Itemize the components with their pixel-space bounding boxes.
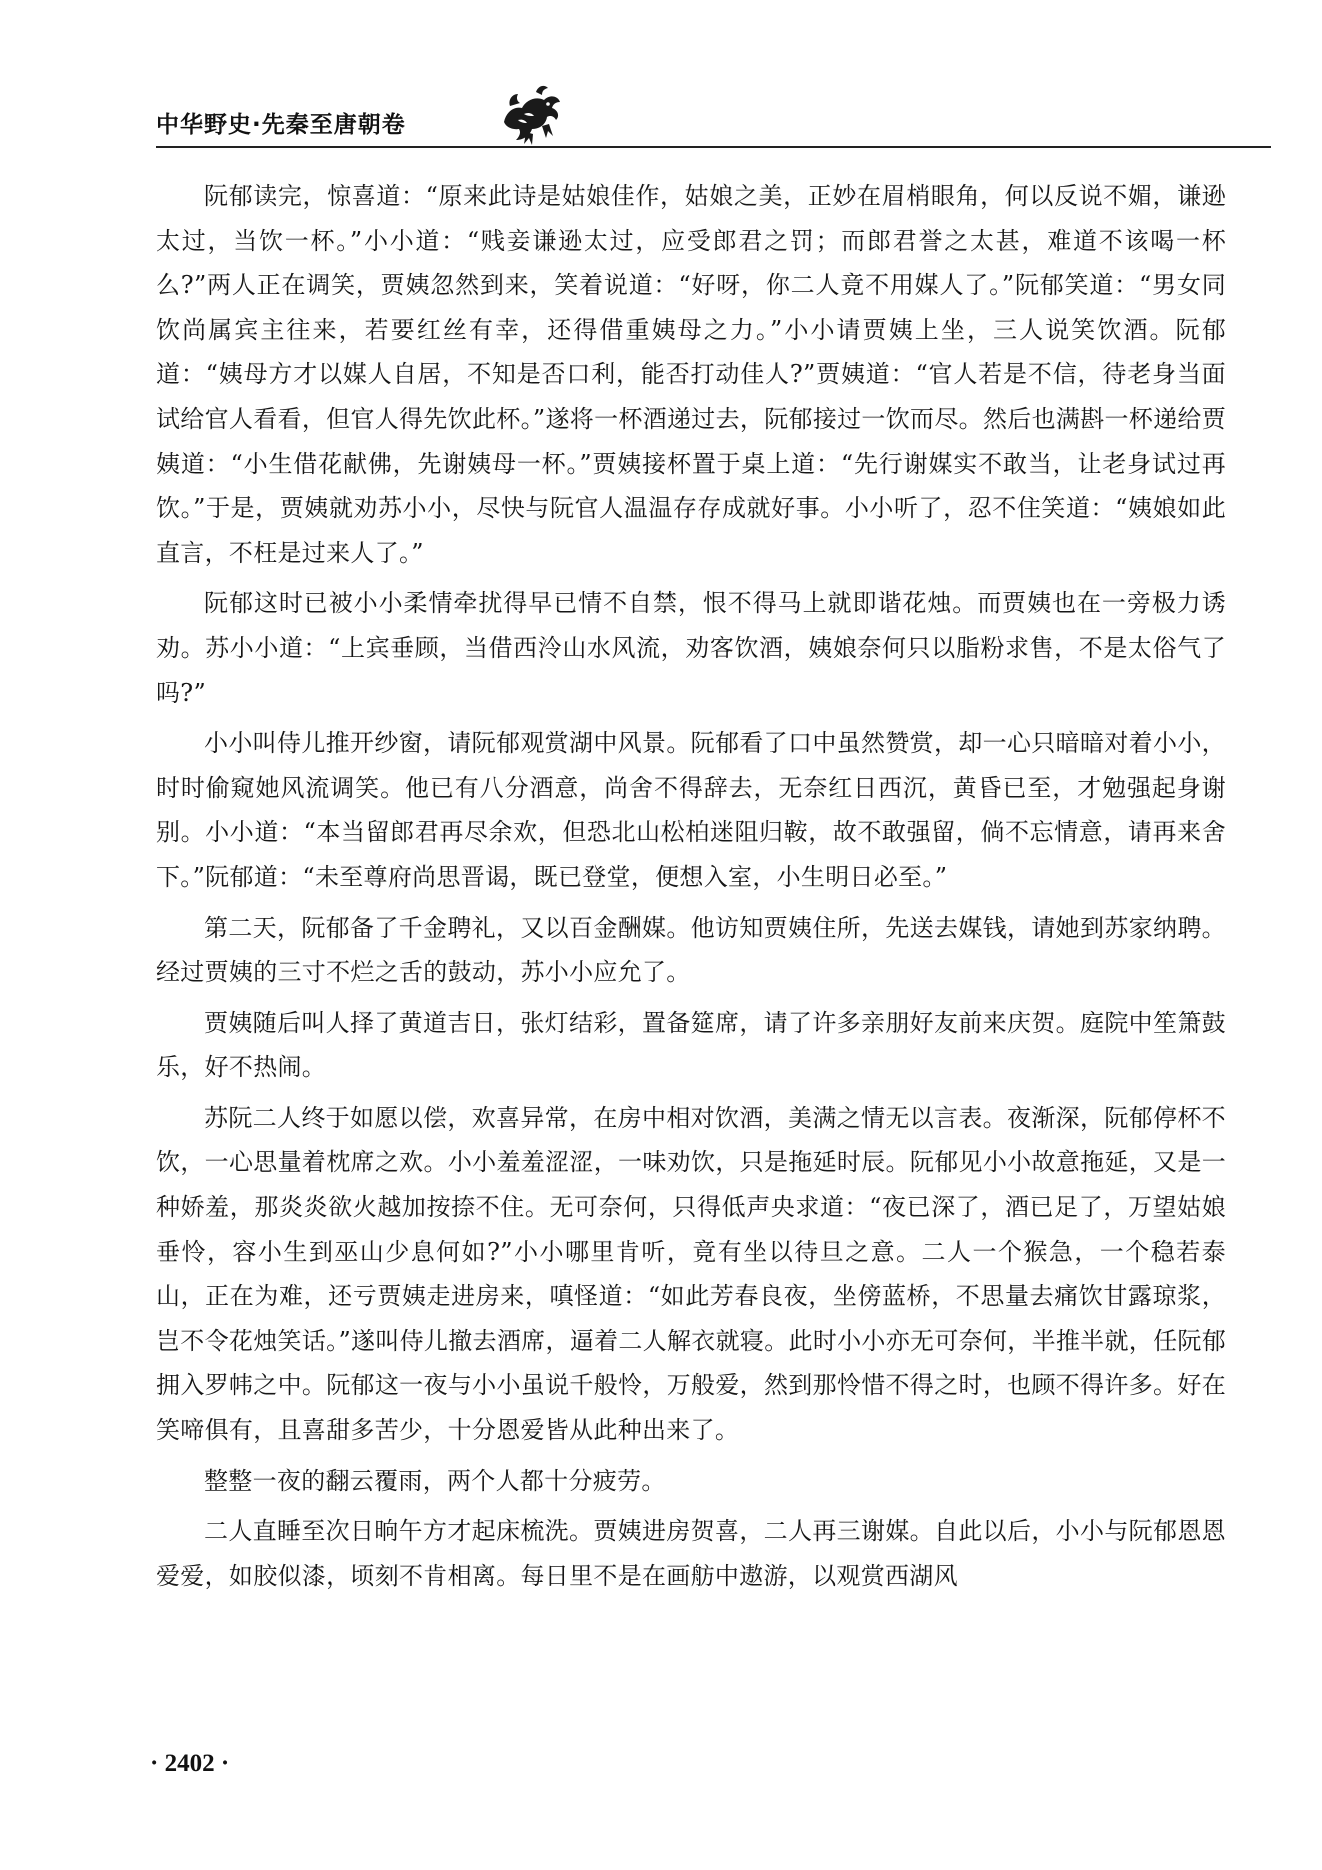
paragraph: 二人直睡至次日晌午方才起床梳洗。贾姨进房贺喜，二人再三谢媒。自此以后，小小与阮郁恩恩爱爱，如胶似漆，顷刻不肯相离。每日里不是在画舫中遨游，以观赏西湖风	[156, 1517, 1226, 1590]
dragon-emblem-icon	[496, 82, 566, 148]
paragraph: 第二天，阮郁备了千金聘礼，又以百金酬媒。他访知贾姨住所，先送去媒钱，请她到苏家纳聘。经过贾姨的三寸不烂之舌的鼓动，苏小小应允了。	[156, 913, 1226, 987]
paragraph: 阮郁这时已被小小柔情牵扰得早已情不自禁，恨不得马上就即谐花烛。而贾姨也在一旁极力诱劝。苏小小道：“上宾垂顾，当借西泠山水风流，劝客饮酒，姨娘奈何只以脂粉求售，不是太俗气了吗?”	[156, 589, 1226, 707]
paragraph: 贾姨随后叫人择了黄道吉日，张灯结彩，置备筵席，请了许多亲朋好友前来庆贺。庭院中笙箫鼓乐，好不热闹。	[156, 1008, 1226, 1082]
paragraph: 小小叫侍儿推开纱窗，请阮郁观赏湖中风景。阮郁看了口中虽然赞赏，却一心只暗暗对着小小，时时偷窥她风流调笑。他已有八分酒意，尚舍不得辞去，无奈红日西沉，黄昏已至，才勉强起身谢别。小小道：“本当留郎君再尽余欢，但恐北山松柏迷阻归鞍，故不敢强留，倘不忘情意，请再来舍下。”阮郁道：“未至尊府尚思晋谒，既已登堂，便想入室，小生明日必至。”	[156, 729, 1226, 891]
body-text	[156, 174, 1226, 1604]
book-title: 中华野史·先秦至唐朝卷	[156, 112, 406, 138]
paragraph: 阮郁读完，惊喜道：“原来此诗是姑娘佳作，姑娘之美，正妙在眉梢眼角，何以反说不媚，谦逊太过，当饮一杯。”小小道：“贱妾谦逊太过，应受郎君之罚；而郎君誉之太甚，难道不该喝一杯么?”两人正在调笑，贾姨忽然到来，笑着说道：“好呀，你二人竟不用媒人了。”阮郁笑道：“男女同饮尚属宾主往来，若要红丝有幸，还得借重姨母之力。”小小请贾姨上坐，三人说笑饮酒。阮郁道：“姨母方才以媒人自居，不知是否口利，能否打动佳人?”贾姨道：“官人若是不信，待老身当面试给官人看看，但官人得先饮此杯。”遂将一杯酒递过去，阮郁接过一饮而尽。然后也满斟一杯递给贾姨道：“小生借花献佛，先谢姨母一杯。”贾姨接杯置于桌上道：“先行谢媒实不敢当，让老身试过再饮。”于是，贾姨就劝苏小小，尽快与阮官人温温存存成就好事。小小听了，忍不住笑道：“姨娘如此直言，不枉是过来人了。”	[156, 182, 1226, 567]
page-header	[126, 74, 1271, 154]
header-rule	[156, 146, 1271, 148]
paragraph: 苏阮二人终于如愿以偿，欢喜异常，在房中相对饮酒，美满之情无以言表。夜渐深，阮郁停杯不饮，一心思量着枕席之欢。小小羞羞涩涩，一味劝饮，只是拖延时辰。阮郁见小小故意拖延，又是一种娇羞，那炎炎欲火越加按捺不住。无可奈何，只得低声央求道：“夜已深了，酒已足了，万望姑娘垂怜，容小生到巫山少息何如?”小小哪里肯听，竟有坐以待旦之意。二人一个猴急，一个稳若泰山，正在为难，还亏贾姨走进房来，嗔怪道：“如此芳春良夜，坐傍蓝桥，不思量去痛饮甘露琼浆，岂不令花烛笑话。”遂叫侍儿撤去酒席，逼着二人解衣就寝。此时小小亦无可奈何，半推半就，任阮郁拥入罗帏之中。阮郁这一夜与小小虽说千般怜，万般爱，然到那怜惜不得之时，也顾不得许多。好在笑啼俱有，且喜甜多苦少，十分恩爱皆从此种出来了。	[156, 1103, 1226, 1445]
page-number: · 2402 ·	[150, 1750, 230, 1777]
paragraph: 整整一夜的翻云覆雨，两个人都十分疲劳。	[204, 1466, 666, 1495]
